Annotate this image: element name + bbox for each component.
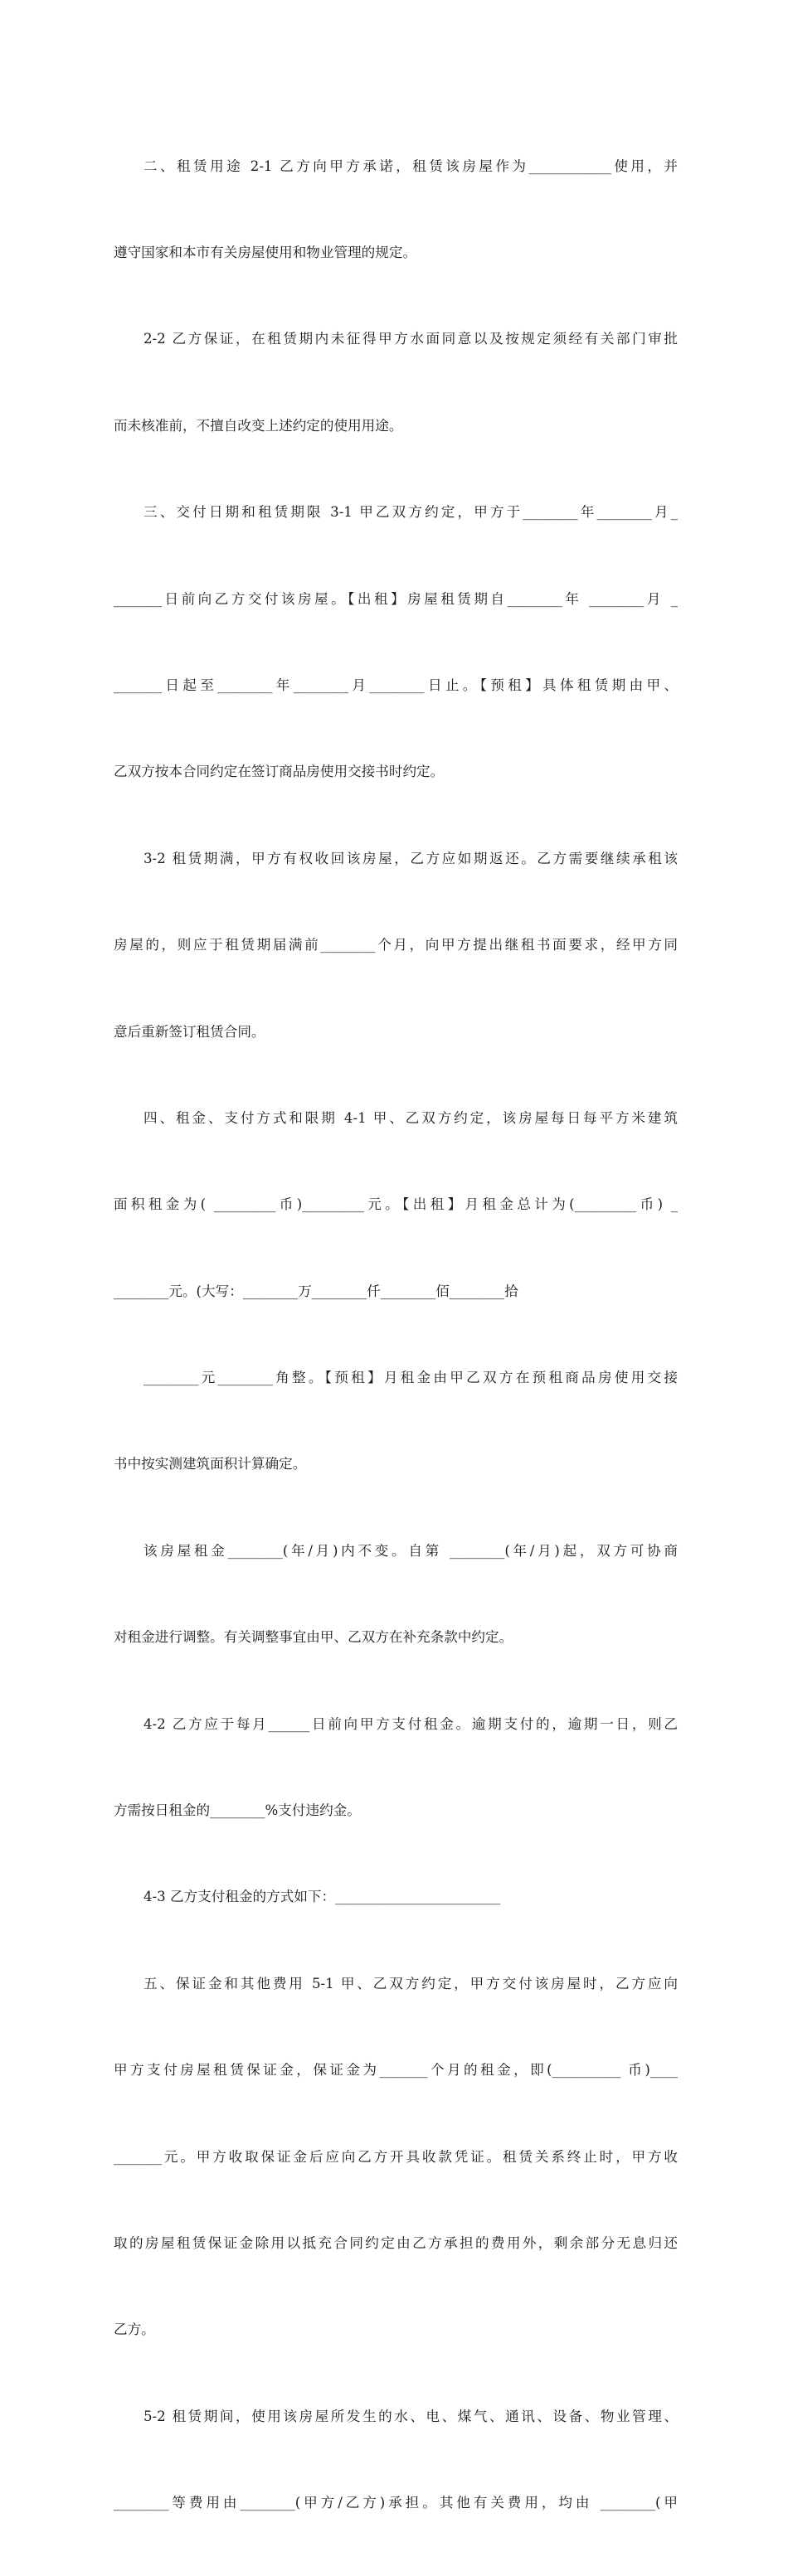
- paragraph-line: 对租金进行调整。有关调整事宜由甲、乙双方在补充条款中约定。: [114, 1629, 513, 1646]
- paragraph-line: 乙双方按本合同约定在签订商品房使用交接书时约定。: [114, 764, 445, 780]
- paragraph-line: ________元________角整。【预租】月租金由甲乙双方在预租商品房使用交接: [143, 1370, 678, 1386]
- paragraph-line: 该房屋租金________(年/月)内不变。自第 ________(年/月)起，双方可协商: [143, 1542, 678, 1559]
- document-body: [114, 95, 678, 2576]
- paragraph-line: _______日起至________年________月________日止。【预租】具体租赁期由甲、: [114, 677, 678, 693]
- paragraph-line: 3-2 租赁期满，甲方有权收回该房屋，乙方应如期返还。乙方需要继续承租该: [143, 850, 678, 866]
- paragraph-line: 面积租金为( _________币)_________元。【出租】月租金总计为(_________币) _: [114, 1196, 678, 1213]
- paragraph-line: 意后重新签订租赁合同。: [114, 1023, 265, 1040]
- paragraph-line: 而未核准前，不擅自改变上述约定的使用用途。: [114, 417, 403, 434]
- paragraph-line: 2-2 乙方保证，在租赁期内未征得甲方水面同意以及按规定须经有关部门审批: [143, 331, 678, 347]
- paragraph-line: ________元。(大写：________万________仟________佰________拾: [114, 1283, 518, 1299]
- paragraph-line: 4-3 乙方支付租金的方式如下：________________________: [143, 1889, 501, 1905]
- paragraph-line: 房屋的，则应于租赁期届满前________个月，向甲方提出继租书面要求，经甲方同: [114, 937, 678, 953]
- paragraph-line: _______日前向乙方交付该房屋。【出租】房屋租赁期自________年 ________月 _: [114, 590, 678, 607]
- paragraph-line: 书中按实测建筑面积计算确定。: [114, 1456, 307, 1472]
- paragraph-line: _______元。甲方收取保证金后应向乙方开具收款凭证。租赁关系终止时，甲方收: [114, 2148, 678, 2165]
- paragraph-line: 方需按日租金的________%支付违约金。: [114, 1802, 361, 1819]
- paragraph-line: ________等费用由________(甲方/乙方)承担。其他有关费用，均由 ________(甲: [114, 2495, 678, 2511]
- paragraph-line: 二、租赁用途 2-1 乙方向甲方承诺，租赁该房屋作为____________使用，并: [143, 158, 678, 174]
- paragraph-line: 遵守国家和本市有关房屋使用和物业管理的规定。: [114, 244, 417, 260]
- paragraph-line: 取的房屋租赁保证金除用以抵充合同约定由乙方承担的费用外，剩余部分无息归还: [114, 2234, 678, 2251]
- paragraph-line: 四、租金、支付方式和限期 4-1 甲、乙双方约定，该房屋每日每平方米建筑: [143, 1109, 678, 1126]
- paragraph-line: 5-2 租赁期间，使用该房屋所发生的水、电、煤气、通讯、设备、物业管理、: [143, 2408, 678, 2424]
- paragraph-line: 4-2 乙方应于每月______日前向甲方支付租金。逾期支付的，逾期一日，则乙: [143, 1715, 678, 1732]
- paragraph-line: 乙方。: [114, 2321, 155, 2338]
- paragraph-line: 甲方支付房屋租赁保证金，保证金为_______个月的租金，即(__________ 币)____: [114, 2062, 678, 2079]
- paragraph-line: 三、交付日期和租赁期限 3-1 甲乙双方约定，甲方于________年________月_: [143, 504, 678, 521]
- paragraph-line: 五、保证金和其他费用 5-1 甲、乙双方约定，甲方交付该房屋时，乙方应向: [143, 1975, 678, 1991]
